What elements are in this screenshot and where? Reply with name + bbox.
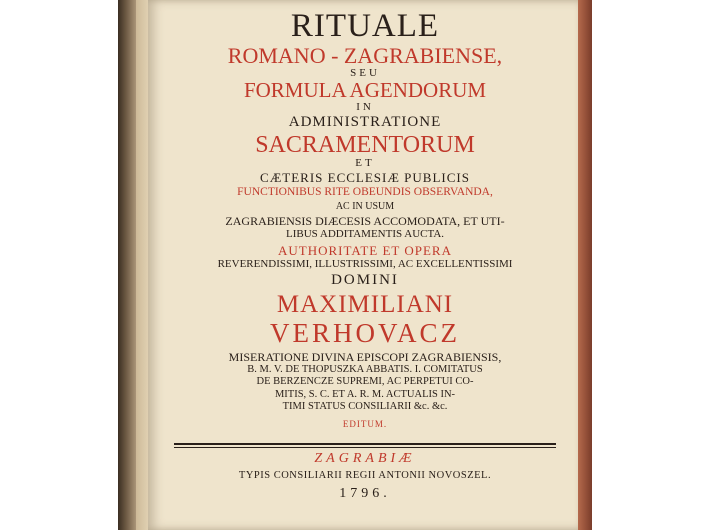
title-zagrabiensis-line-2: LIBUS ADDITAMENTIS AUCTA. <box>285 227 445 240</box>
imprint-zagrabiae: ZAGRABIÆ <box>314 451 416 466</box>
title-berzencze: DE BERZENCZE SUPREMI, AC PERPETUI CO- <box>256 376 474 387</box>
title-et: ET <box>355 157 375 169</box>
title-maximiliani: MAXIMILIANI <box>276 290 454 318</box>
title-editum: EDITUM. <box>342 418 388 429</box>
book-cover-edge <box>578 0 592 530</box>
title-caeteris: CÆTERIS ECCLESIÆ PUBLICIS <box>260 170 470 185</box>
imprint-rule-thick <box>174 443 556 445</box>
title-functionibus: FUNCTIONIBUS RITE OBEUNDIS OBSERVANDA, <box>237 186 493 198</box>
imprint-block <box>148 452 582 501</box>
title-miseratione: MISERATIONE DIVINA EPISCOPI ZAGRABIENSIS, <box>228 349 502 364</box>
title-timi: TIMI STATUS CONSILIARII &c. &c. <box>282 401 448 412</box>
title-page <box>148 0 582 530</box>
imprint-year: 1796. <box>339 485 391 501</box>
title-in: IN <box>356 101 374 113</box>
title-administratione: ADMINISTRATIONE <box>288 114 442 130</box>
title-verhovacz: VERHOVACZ <box>269 317 460 348</box>
title-sacramentorum: SACRAMENTORUM <box>255 132 475 158</box>
imprint-typis: TYPIS CONSILIARII REGII ANTONII NOVOSZEL. <box>238 470 492 481</box>
title-reverendissimi: REVERENDISSIMI, ILLUSTRISSIMI, AC EXCELLENTISSIMI <box>217 257 513 270</box>
title-formula-agendorum: FORMULA AGENDORUM <box>243 78 487 102</box>
title-romano-zagrabiense: ROMANO - ZAGRABIENSE, <box>227 43 503 68</box>
title-mitis: MITIS, S. C. ET A. R. M. ACTUALIS IN- <box>274 388 456 400</box>
title-bmv: B. M. V. DE THOPUSZKA ABBATIS. I. COMITATUS <box>247 363 483 375</box>
title-seu: SEU <box>350 67 380 79</box>
title-rituale: RITUALE <box>290 8 440 44</box>
title-ac-in-usum: AC IN USUM <box>335 200 395 212</box>
title-domini: DOMINI <box>331 271 399 288</box>
title-text-block <box>148 10 582 429</box>
imprint-rule-thin <box>174 447 556 448</box>
title-authoritate: AUTHORITATE ET OPERA <box>278 242 452 258</box>
title-zagrabiensis-line-1: ZAGRABIENSIS DIÆCESIS ACCOMODATA, ET UTI- <box>225 213 505 228</box>
